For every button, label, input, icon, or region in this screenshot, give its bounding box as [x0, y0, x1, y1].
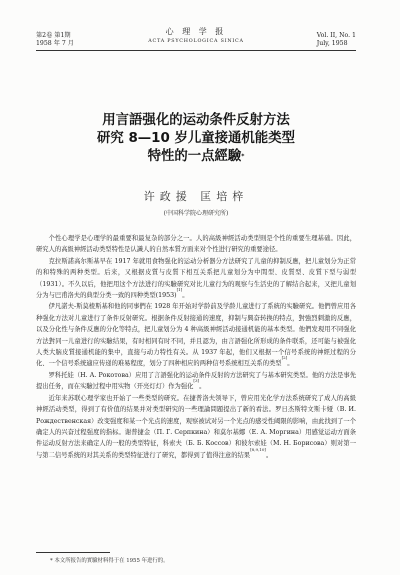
- title-line-2: 研究 8—10 岁儿童接通机能类型: [97, 131, 295, 146]
- header-center: [36, 28, 356, 46]
- citation: [8,9,10]: [250, 446, 266, 452]
- affiliation: (中国科学院心理研究所): [163, 210, 229, 217]
- citation: [1]: [176, 287, 183, 293]
- volume-cn: 第2卷 第1期: [36, 32, 71, 39]
- article-body: [36, 233, 356, 461]
- running-header: [36, 28, 356, 64]
- title-line-1: 用言語强化的运动条件反射方法: [102, 113, 290, 128]
- paragraph-3: 伊凡諾夫-斯莫棱斯基和他的同事們在 1928 年开始对学龄前及学龄儿童进行了系統的实驗研究。他們曾应用各种强化方法对儿童进行了条件反射研究。根据条件反射接通的速度，抑制与興奋转换的特点，對強烈刺激的反應，以及分化性与条件反應的分化等特点，把儿童划分为 4 种高級神經活动接通机能的基本类型。他們发現用不同强化方法對同一儿童进行的实驗结果，有时相同有时不同，并且認为，由言語强化所形成的条件联系，还可能与被强化人类大脑皮質接通机能的集中，直接与动力特性有关。从 1937 年起，他们又根据一个信号系统的神經过程的分化、一个信号系统適应传递的难易程度，划分了四种相应的两种信号系统相互关系的类型[2]。: [36, 303, 356, 368]
- citation: [2]: [281, 355, 288, 361]
- footnote: * 本文所报告的實驗材料得于在 1955 年进行的。: [50, 558, 169, 564]
- footnote-rule: [36, 552, 110, 553]
- paragraph-5: 近年来苏联心理学家也开始了一些类型的研究。在捷普洛夫领导下，曾应用光化学方法系统研究了成人的高級神經活动类型，得到了有价值的结果并对类型研究的一些理論問題提出了新的看法。罗日杰斯特文斯卡娅（В. И. Рождественская）改变强度和某一个光点的速度，观察被试对另一个光点的感受性阈限的影响，由此找到了一个确定人的兴奋过程强度的指标。谢普捷金（П. Г. Серпкина）和莫尔基娜（Е. А. Моргина）用感觉运动方面条件运动反射方法来确定人的一般的类型特征，科索夫（Б. Б. Коссов）和彼尔索娃（М. Н. Борисова）则对第一与第二信号系统的对其关系的类型特征进行了研究，都得到了值得注意的结果[8,9,10]。: [36, 394, 356, 459]
- header-rule: [36, 50, 356, 51]
- authors: 许政援 匡培梓: [143, 190, 249, 203]
- date-cn: 1958 年 7 月: [36, 40, 74, 47]
- title-line-3: [36, 148, 356, 166]
- paragraph-1: 个性心理学是心理学的最重要和最复杂的部分之一。人的高級神經活动类型則是个性的重要生理基础。因此，研究人的高級神經活动类型特性是认識人的自然本質方面来对个性进行研究的重要途径。: [36, 235, 356, 254]
- article-title: [36, 112, 356, 166]
- paragraph-4: 罗科托娃（Н. А. Рокотова）应用了言語强化的运动条件反射的方法研究了与基本研究类型。他的方法是事先提出任务，而在实驗过程中用实物（开亮灯灯）作为强化[3]。: [36, 371, 356, 391]
- title-line-3-text: 特性的一点經驗: [147, 149, 242, 164]
- journal-name-en: ACTA PSYCHOLOGICA SINICA: [148, 39, 244, 44]
- paragraph-2: 克拉斯諾高尔斯基早在 1917 年就用食物强化的运动分析器分方法研究了儿童的抑制反應，把儿童划分为正常的和特殊的两种类型。后来，又根据皮質与皮質下相互关系把儿童划分为中間型、皮質型、皮質下型与弱型（1931）。不久以后，他把用这个方法进行的实驗研究对比儿童行为的观察与生活史的了解结合起来，又把儿童划分为与巴甫洛夫的典型分类一致的四种类型(1953)[1]。: [36, 257, 356, 300]
- title-footnote-marker: *: [241, 153, 245, 160]
- volume-en: Vol. II, No. 1: [316, 32, 356, 39]
- citation: [3]: [193, 378, 200, 384]
- journal-name-cn: 心 理 学 报: [165, 27, 227, 36]
- date-en: July, 1958: [316, 40, 348, 47]
- header-right: [317, 32, 356, 48]
